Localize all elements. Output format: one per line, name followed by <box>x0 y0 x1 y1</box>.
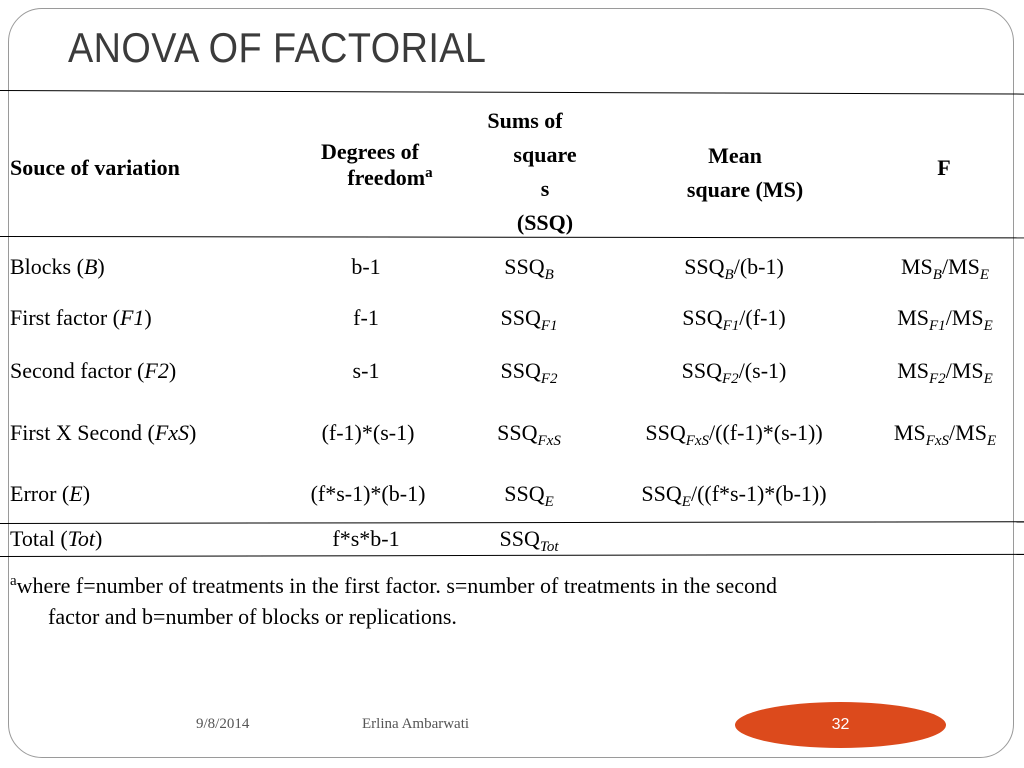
row-df: (f*s-1)*(b-1) <box>310 481 426 506</box>
row-df: b-1 <box>351 254 381 279</box>
page-number: 32 <box>831 716 850 733</box>
row-df: f-1 <box>353 305 379 330</box>
header-sums-of-squares: Sums of square s (SSQ) <box>487 108 577 235</box>
header-f: F <box>937 155 951 180</box>
row-source: First X Second (FxS) <box>10 420 197 445</box>
row-ms: $SSQ_B/(b-1)$ <box>684 254 784 283</box>
row-ssq: $SSQ_B$ <box>504 254 554 283</box>
header-degrees-of-freedom: Degrees of freedom$^a$ <box>321 139 433 190</box>
row-ssq: $SSQ_{Tot}$ <box>499 526 559 555</box>
row-ssq: $SSQ_{F2}$ <box>500 358 558 387</box>
row-source: Total (Tot) <box>10 526 103 551</box>
row-ssq: $SSQ_{FxS}$ <box>497 420 561 449</box>
row-f: $MS_{F1}/MS_E$ <box>897 305 993 334</box>
row-df: (f-1)*(s-1) <box>321 420 415 445</box>
row-ssq: $SSQ_{F1}$ <box>500 305 558 334</box>
row-df: f*s*b-1 <box>332 526 400 551</box>
row-f: $MS_B/MS_E$ <box>900 254 990 283</box>
row-ssq: $SSQ_E$ <box>504 481 554 510</box>
page-number-badge <box>735 702 946 748</box>
footer-author: Erlina Ambarwati <box>362 716 470 732</box>
row-f: $MS_{F2}/MS_E$ <box>897 358 993 387</box>
row-f: $MS_{FxS}/MS_E$ <box>893 420 997 449</box>
row-source: Blocks (B) <box>10 254 105 279</box>
footnote: $^a$where f=number of treatments in the first factor. s=number of treatments in the second factor and b=number of blocks or replications. <box>10 573 778 629</box>
row-source: Error (E) <box>10 481 91 506</box>
slide-title: ANOVA OF FACTORIAL <box>68 24 487 71</box>
row-ms: $SSQ_E/((f*s-1)*(b-1))$ <box>641 481 827 510</box>
row-source: First factor (F1) <box>10 305 152 330</box>
header-mean-square: Mean square (MS) <box>686 143 804 202</box>
row-ms: $SSQ_{FxS}/((f-1)*(s-1))$ <box>645 420 823 449</box>
row-ms: $SSQ_{F2}/(s-1)$ <box>681 358 787 387</box>
footer-date: 9/8/2014 <box>196 716 250 732</box>
row-ms: $SSQ_{F1}/(f-1)$ <box>682 305 786 334</box>
header-source: Souce of variation <box>10 155 180 180</box>
row-df: s-1 <box>352 358 380 383</box>
row-source: Second factor (F2) <box>10 358 177 383</box>
